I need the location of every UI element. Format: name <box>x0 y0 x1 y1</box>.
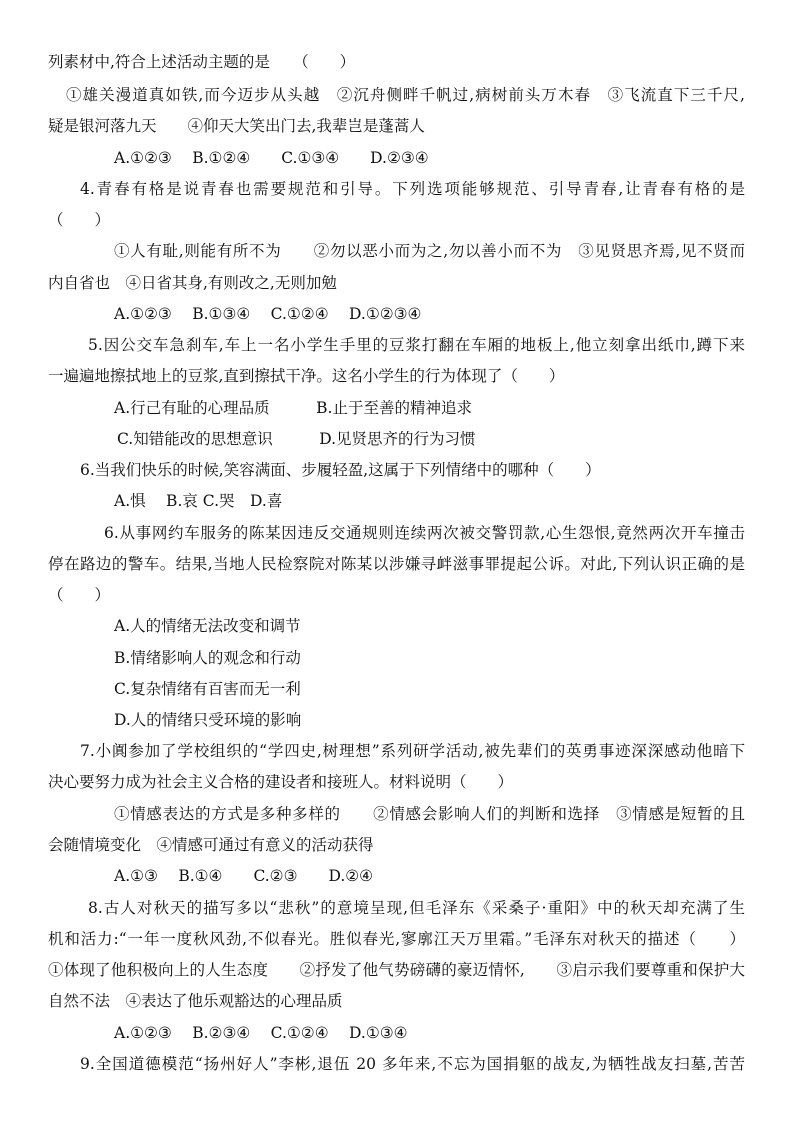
q6b-stem-blank: （ ） <box>48 586 111 604</box>
q6b-option-c: C.复杂情绪有百害而无一利 <box>114 680 301 698</box>
q7-statements-line2: 会随情境变化 ④情感可通过有意义的活动获得 <box>48 836 374 854</box>
q4-statements-line2: 内自省也 ④日省其身,有则改之,无则加勉 <box>48 274 337 292</box>
q8-stem-line1: 8.古人对秋天的描写多以“悲秋”的意境呈现,但毛泽东《采桑子·重阳》中的秋天却充满了生 <box>88 899 745 917</box>
q7-stem-line2: 决心要努力成为社会主义合格的建设者和接班人。材料说明（ ） <box>48 773 514 791</box>
q4-statements-line1: ①人有耻,则能有所不为 ②勿以恶小而为之,勿以善小而不为 ③见贤思齐焉,见不贤而 <box>114 242 745 260</box>
q5-stem-line1: 5.因公交车急刹车,车上一名小学生手里的豆浆打翻在车厢的地板上,他立刻拿出纸巾,蹲下来 <box>88 336 745 354</box>
q4-stem-line1: 4.青春有格是说青春也需要规范和引导。下列选项能够规范、引导青春,让青春有格的是 <box>80 180 745 198</box>
q3-statements-line2: 疑是银河落九天 ④仰天大笑出门去,我辈岂是蓬蒿人 <box>48 117 425 135</box>
q6b-option-a: A.人的情绪无法改变和调节 <box>114 617 301 635</box>
q6b-option-d: D.人的情绪只受环境的影响 <box>114 711 302 729</box>
q6b-stem-line1: 6.从事网约车服务的陈某因违反交通规则连续两次被交警罚款,心生怨恨,竟然两次开车撞击 <box>104 524 745 542</box>
q6b-option-b: B.情绪影响人的观念和行动 <box>114 649 301 667</box>
q5-options-ab: A.行己有耻的心理品质 B.止于至善的精神追求 <box>114 399 472 417</box>
q8-options: A.①②③ B.②③④ C.①②④ D.①③④ <box>114 1024 408 1042</box>
q3-stem-end: 列素材中,符合上述活动主题的是 （ ） <box>48 53 356 71</box>
q9-stem-line1: 9.全国道德模范“扬州好人”李彬,退伍 20 多年来,不忘为国捐躯的战友,为牺牲战友扫墓,苦苦 <box>80 1055 745 1073</box>
q4-stem-blank: （ ） <box>48 211 111 229</box>
q3-options: A.①②③ B.①②④ C.①③④ D.②③④ <box>114 149 429 167</box>
q5-options-cd: C.知错能改的思想意识 D.见贤思齐的行为习惯 <box>117 430 476 448</box>
q7-stem-line1: 7.小阗参加了学校组织的“学四史,树理想”系列研学活动,被先辈们的英勇事迹深深感动他暗下 <box>80 742 745 760</box>
q7-statements-line1: ①情感表达的方式是多种多样的 ②情感会影响人们的判断和选择 ③情感是短暂的且 <box>114 805 745 823</box>
q5-stem-line2: 一遍遍地擦拭地上的豆浆,直到擦拭干净。这名小学生的行为体现了（ ） <box>48 367 565 385</box>
q6a-stem: 6.当我们快乐的时候,笑容满面、步履轻盈,这属于下列情绪中的哪种（ ） <box>80 461 601 479</box>
q7-options: A.①③ B.①④ C.②③ D.②④ <box>114 867 374 885</box>
q6b-stem-line2: 停在路边的警车。结果,当地人民检察院对陈某以涉嫌寻衅滋事罪提起公诉。对此,下列认识正确的是 <box>48 555 745 573</box>
q8-stem-line2: 机和活力:“一年一度秋风劲,不似春光。胜似春光,寥廓江天万里霜。”毛泽东对秋天的描述（ ） <box>48 930 745 948</box>
q3-statements-line1: ①雄关漫道真如铁,而今迈步从头越 ②沉舟侧畔千帆过,病树前头万木春 ③飞流直下三千尺, <box>66 86 745 104</box>
q4-options: A.①②③ B.①③④ C.①②④ D.①②③④ <box>114 305 422 323</box>
q8-statements-line2: 自然不法 ④表达了他乐观豁达的心理品质 <box>48 992 343 1010</box>
q8-statements-line1: ①体现了他积极向上的人生态度 ②抒发了他气势磅礴的豪迈情怀, ③启示我们要尊重和保护大 <box>48 961 745 979</box>
q6a-options: A.惧 B.哀 C.哭 D.喜 <box>114 492 283 510</box>
